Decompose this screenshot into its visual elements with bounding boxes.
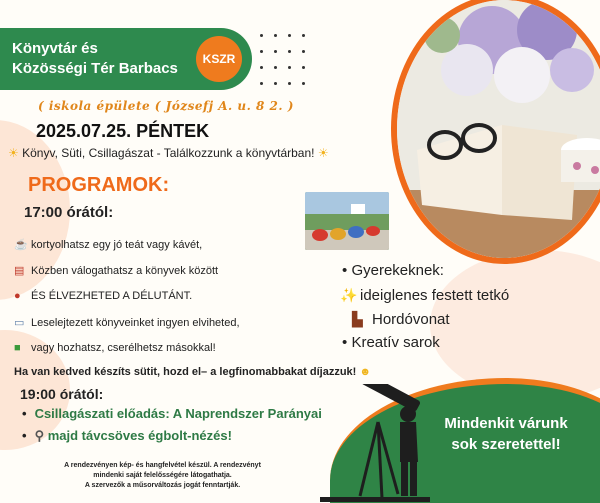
stargazer-silhouette-icon xyxy=(320,384,430,502)
tagline xyxy=(8,146,329,160)
bullet-icon: • xyxy=(22,406,27,421)
coffee-icon: ☕ xyxy=(14,239,28,251)
time-1900: 19:00 órától: xyxy=(20,386,104,402)
sun-icon: ☀ xyxy=(8,146,19,160)
kids-item xyxy=(342,334,440,351)
kids-title-text: Gyerekeknek: xyxy=(351,262,444,279)
evening-item xyxy=(22,406,322,421)
evening-item-text: Csillagászati előadás: A Naprendszer Parányai xyxy=(34,406,322,421)
invite-line xyxy=(14,366,371,378)
green-book-icon: ■ xyxy=(14,342,21,354)
kids-item-text: ideiglenes festett tetkó xyxy=(360,287,510,304)
program-item xyxy=(14,342,216,354)
program-item-text: ÉS ÉLVEZHETED A DÉLUTÁNT. xyxy=(31,290,193,302)
program-item xyxy=(14,264,218,277)
footer-line2: mindenki saját felelősségére látogathatja. xyxy=(93,472,232,479)
programs-title: PROGRAMOK: xyxy=(28,174,170,196)
library-name-line1: Könyvtár és xyxy=(12,40,98,57)
footer-line3: A szervezők a műsorváltozás jogát fenntartják. xyxy=(84,482,241,489)
address: ( iskola épülete ( Józsefj A. u. 8 2. ) xyxy=(38,99,294,113)
tagline-text: Könyv, Süti, Csillagászat - Találkozzunk a könyvtárban! xyxy=(22,146,315,160)
program-item xyxy=(14,290,192,302)
evening-item xyxy=(22,428,232,444)
program-item xyxy=(14,316,240,329)
books-icon: ▤ xyxy=(14,265,25,277)
bullet-icon: • xyxy=(342,334,348,351)
kszr-badge: KSZR xyxy=(196,36,242,82)
book-glasses-lilac-photo xyxy=(397,0,600,258)
kids-item-text: Hordóvonat xyxy=(372,311,450,328)
kids-item xyxy=(340,287,509,304)
bullet-icon: • xyxy=(22,428,27,443)
program-item xyxy=(14,238,202,251)
sun-icon: ☀ xyxy=(317,146,329,160)
barrel-train-photo xyxy=(305,192,389,250)
smile-icon: ☻ xyxy=(359,366,371,378)
welcome-line2: sok szeretettel! xyxy=(451,436,561,453)
invite-text: Ha van kedved készíts sütit, hozd el– a legfinomabbakat díjazzuk! xyxy=(14,366,357,378)
kids-item-text: Kreatív sarok xyxy=(351,334,440,351)
kids-item xyxy=(352,311,450,328)
footer-line1: A rendezvényen kép- és hangfelvétel készül. A rendezvényt xyxy=(64,462,261,469)
welcome-message xyxy=(416,413,596,455)
kids-title xyxy=(342,262,444,279)
open-book-icon: ▭ xyxy=(14,317,25,329)
evening-item-text: majd távcsöves égbolt-nézés! xyxy=(47,428,232,443)
sparkles-icon: ✨ xyxy=(340,287,358,303)
program-item-text: vagy hozhatsz, cserélhetsz másokkal! xyxy=(31,342,216,354)
program-item-text: Leselejtezett könyveinket ingyen elviheted, xyxy=(31,317,240,329)
train-icon: ▙ xyxy=(352,311,363,327)
library-name xyxy=(12,39,202,79)
hero-photo xyxy=(391,0,600,264)
program-item-text: kortyolhatsz egy jó teát vagy kávét, xyxy=(31,239,203,251)
dot-grid-decoration xyxy=(258,32,308,86)
footer-note xyxy=(30,461,295,491)
program-item-text: Közben válogathatsz a könyvek között xyxy=(31,265,219,277)
tea-pot-icon: ● xyxy=(14,290,21,302)
telescope-icon: ⚲ xyxy=(34,428,45,443)
bullet-icon: • xyxy=(342,262,348,279)
library-name-line2: Közösségi Tér Barbacs xyxy=(12,60,178,77)
event-date: 2025.07.25. PÉNTEK xyxy=(36,121,210,141)
welcome-line1: Mindenkit várunk xyxy=(444,415,568,432)
time-1700: 17:00 órától: xyxy=(24,204,114,221)
